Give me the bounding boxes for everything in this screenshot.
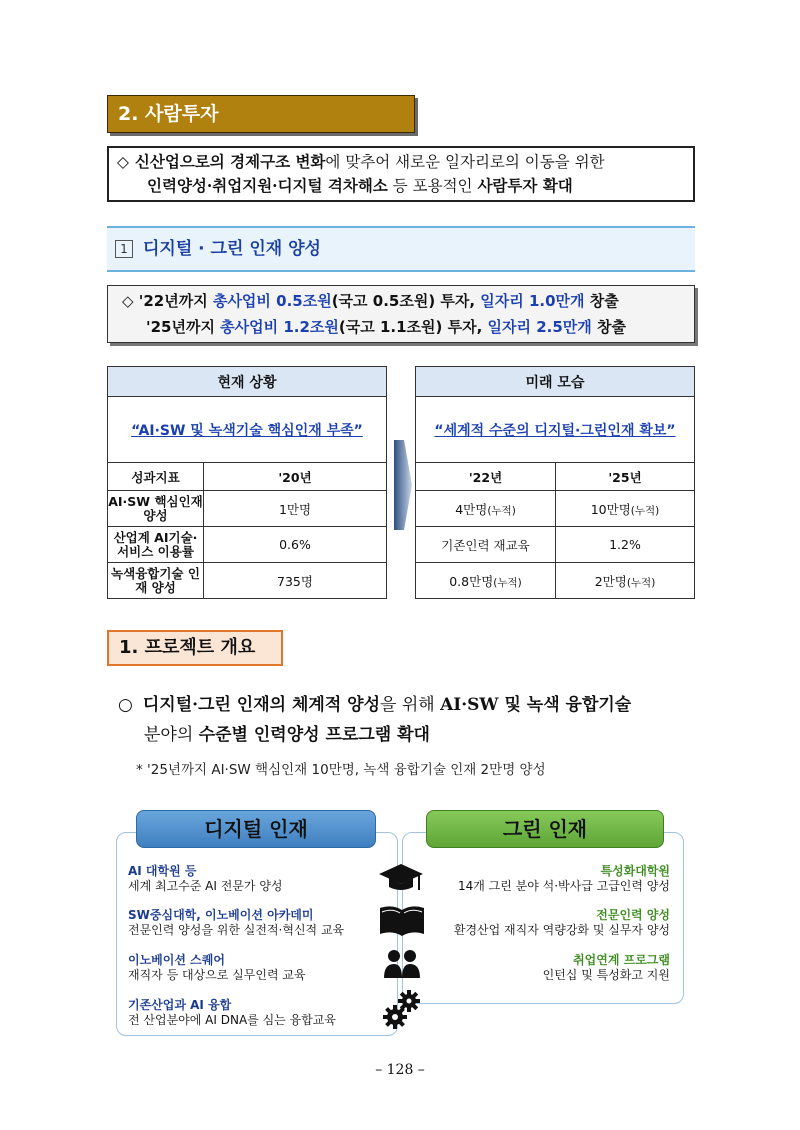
subheading	[107, 226, 695, 272]
item-desc: 전 산업분야에 AI DNA를 심는 융합교육	[128, 1013, 336, 1027]
item-title: SW중심대학, 이노베이션 아카데미	[128, 908, 314, 922]
open-book-icon	[378, 904, 426, 938]
current-slogan: “AI·SW 및 녹색기술 핵심인재 부족”	[108, 397, 387, 463]
diamond-icon: ◇	[122, 292, 134, 310]
footnote: * '25년까지 AI·SW 핵심인재 10만명, 녹색 융합기술 인재 2만명 양성	[136, 762, 546, 778]
item-desc: 재직자 등 대상으로 실무인력 교육	[128, 968, 306, 982]
item-desc: 인턴십 및 특성화고 지원	[542, 968, 670, 982]
overview-bullet	[118, 690, 708, 750]
future-state-table	[415, 366, 695, 599]
item-title: 특성화대학원	[600, 864, 670, 878]
investment-line-1	[122, 288, 694, 314]
col-header: '25년	[556, 463, 695, 491]
talent-diagram	[116, 810, 684, 1036]
investment-text: 일자리 1.0만개	[480, 292, 585, 310]
digital-item	[128, 953, 306, 983]
item-title: 전문인력 양성	[596, 908, 670, 922]
item-desc: 14개 그린 분야 석·박사급 고급인력 양성	[457, 879, 670, 893]
row-label: AI·SW 핵심인재 양성	[108, 491, 204, 527]
row-value: 10만명(누적)	[556, 491, 695, 527]
table-row	[416, 527, 695, 563]
item-title: AI 대학원 등	[128, 864, 197, 878]
row-value: 735명	[204, 563, 387, 599]
subheading-number: 1	[115, 240, 133, 258]
summary-line-1	[117, 150, 685, 174]
page-number: – 128 –	[375, 1062, 425, 1078]
table-row	[416, 563, 695, 599]
row-value: 기존인력 재교육	[416, 527, 556, 563]
item-title: 이노베이션 스퀘어	[128, 953, 225, 967]
investment-text: 일자리 2.5만개	[487, 318, 592, 336]
summary-box	[107, 146, 695, 202]
item-title: 취업연계 프로그램	[573, 953, 670, 967]
investment-text: 총사업비 0.5조원	[212, 292, 332, 310]
green-item	[458, 864, 670, 894]
green-item	[543, 953, 670, 983]
investment-text: 창출	[584, 292, 619, 310]
digital-item	[128, 864, 283, 894]
circle-bullet-icon: ○	[118, 695, 133, 715]
diamond-icon: ◇	[117, 153, 129, 171]
bullet-line-1	[118, 690, 708, 720]
bullet-text: 분야의	[144, 725, 199, 745]
summary-text: 경제구조 변화	[230, 152, 326, 171]
future-slogan: “세계적 수준의 디지털·그린인재 확보”	[416, 397, 695, 463]
col-header: 성과지표	[108, 463, 204, 491]
investment-line-2	[122, 314, 694, 340]
summary-text: 인력양성·취업지원·디지털 격차해소	[147, 176, 388, 195]
graduation-cap-icon	[378, 862, 424, 896]
bullet-text: AI·SW 및 녹색 융합기술	[440, 695, 632, 715]
col-header: '22년	[416, 463, 556, 491]
row-value: 1만명	[204, 491, 387, 527]
summary-text: 에 맞추어 새로운 일자리로의 이동을 위한	[325, 153, 605, 171]
row-value: 2만명(누적)	[556, 563, 695, 599]
investment-text: 총사업비 1.2조원	[220, 318, 339, 336]
table-row	[108, 491, 387, 527]
row-value: 1.2%	[556, 527, 695, 563]
subheading-title: 디지털 · 그린 인재 양성	[143, 239, 321, 259]
bullet-text: 디지털·그린 인재의 체계적 양성	[142, 695, 381, 715]
green-item	[454, 908, 670, 938]
investment-text: (국고 1.1조원) 투자,	[338, 318, 488, 336]
table-row	[108, 563, 387, 599]
row-label: 산업계 AI기술· 서비스 이용률	[108, 527, 204, 563]
digital-talent-header: 디지털 인재	[136, 810, 376, 848]
investment-text: '25년까지	[146, 318, 221, 336]
future-header: 미래 모습	[416, 367, 695, 397]
table-row	[416, 491, 695, 527]
col-header: '20년	[204, 463, 387, 491]
investment-text: '22년까지	[138, 292, 213, 310]
row-value: 0.8만명(누적)	[416, 563, 556, 599]
investment-text: (국고 0.5조원) 투자,	[331, 292, 481, 310]
arrow-right-icon	[394, 420, 412, 550]
item-title: 기존산업과 AI 융합	[128, 998, 232, 1012]
row-value: 4만명(누적)	[416, 491, 556, 527]
bullet-text: 수준별 인력양성 프로그램 확대	[198, 725, 430, 745]
current-state-table	[107, 366, 387, 599]
summary-text: 신산업으로의	[134, 152, 231, 171]
item-desc: 세계 최고수준 AI 전문가 양성	[128, 879, 283, 893]
digital-item	[128, 908, 344, 938]
table-row	[108, 527, 387, 563]
digital-item	[128, 998, 336, 1028]
green-talent-header: 그린 인재	[426, 810, 664, 848]
summary-text: 등 포용적인	[387, 177, 478, 195]
people-icon	[382, 948, 422, 980]
bullet-text: 을 위해	[380, 695, 441, 715]
summary-text: 사람투자 확대	[477, 176, 573, 195]
investment-box	[107, 285, 695, 343]
current-header: 현재 상황	[108, 367, 387, 397]
section-title: 2. 사람투자	[107, 95, 415, 133]
item-desc: 환경산업 재직자 역량강화 및 실무자 양성	[453, 923, 670, 937]
project-title: 1. 프로젝트 개요	[107, 630, 283, 666]
summary-line-2	[117, 174, 685, 198]
row-label: 녹색융합기술 인재 양성	[108, 563, 204, 599]
investment-text: 창출	[591, 318, 626, 336]
gears-icon	[382, 988, 422, 1030]
item-desc: 전문인력 양성을 위한 실전적·혁신적 교육	[128, 923, 345, 937]
row-value: 0.6%	[204, 527, 387, 563]
bullet-line-2	[118, 720, 708, 750]
